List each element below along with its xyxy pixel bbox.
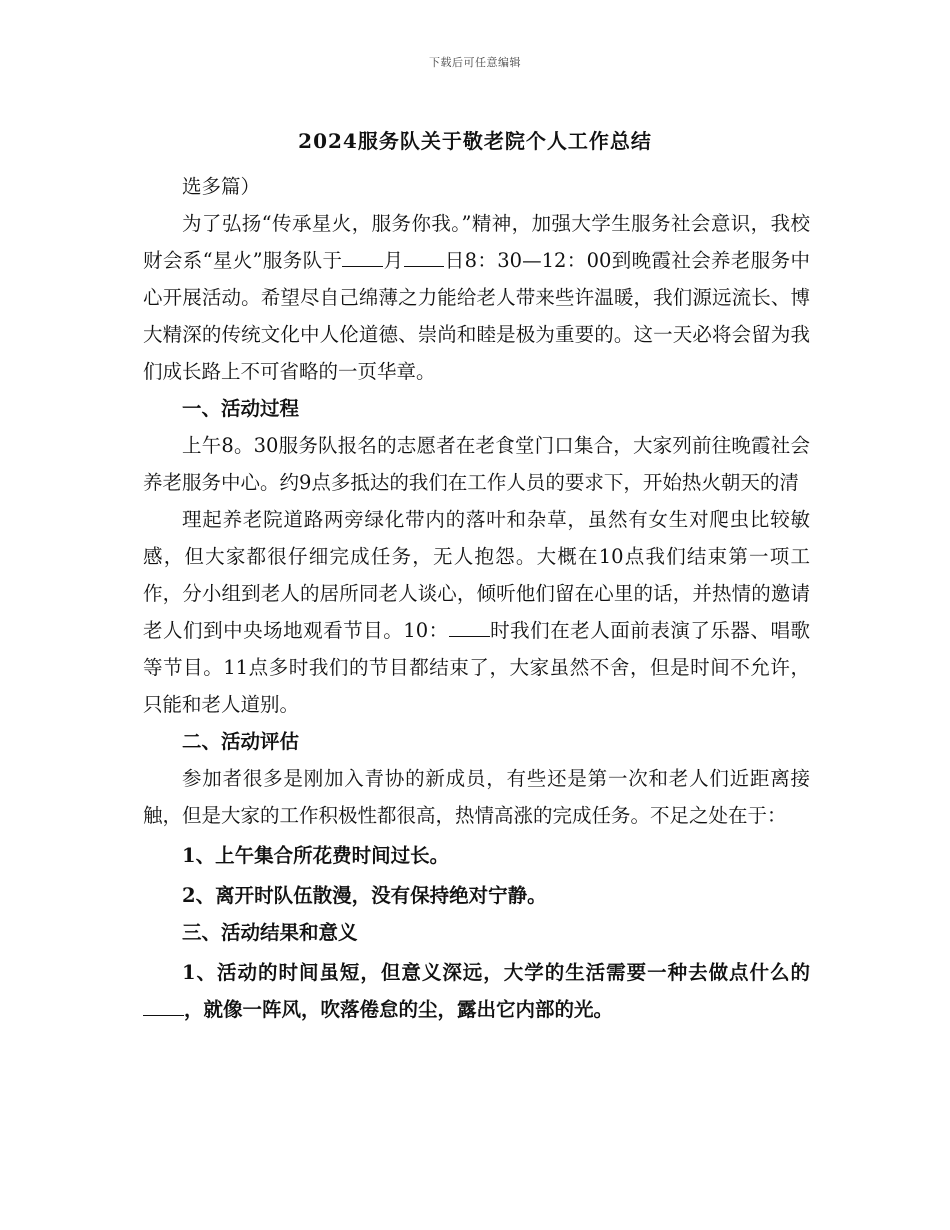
- text-fragment: 选多篇）: [182, 175, 261, 198]
- text-fragment: 月: [383, 249, 404, 272]
- text-fragment: 为了弘扬“传承星火，服务你我。”精神，加强大学生服务社会意识，我校财会系“星火”服务队于: [143, 212, 810, 272]
- paragraph-process-2: [143, 501, 810, 723]
- blank-underline: [404, 247, 445, 267]
- blank-underline: [449, 617, 490, 637]
- paragraph-evaluation: 参加者很多是刚加入青协的新成员，有些还是第一次和老人们近距离接触，但是大家的工作积极性都很高，热情高涨的完成任务。不足之处在于：: [143, 767, 810, 827]
- section-heading-process: 一、活动过程: [182, 397, 300, 420]
- document-title: 2024服务队关于敬老院个人工作总结: [298, 129, 652, 153]
- list-item: 2、离开时队伍散漫，没有保持绝对宁静。: [182, 884, 547, 907]
- text-fragment: 时我们在老人面前表演了乐器、唱歌等节目。11点多时我们的节目都结束了，大家虽然不舍，但是时间不允许，只能和老人道别。: [143, 619, 810, 716]
- section-heading-evaluation: 二、活动评估: [182, 730, 300, 753]
- document-body: [143, 168, 810, 1028]
- section-heading-results: 三、活动结果和意义: [182, 921, 358, 944]
- paragraph-process-1: 上午8。30服务队报名的志愿者在老食堂门口集合，大家列前往晚霞社会养老服务中心。约9点多抵达的我们在工作人员的要求下，开始热火朝天的清: [143, 434, 810, 494]
- list-item: 1、上午集合所花费时间过长。: [182, 844, 450, 867]
- paragraph-subtitle-fragment: [143, 168, 810, 205]
- paragraph-intro: [143, 205, 810, 390]
- text-fragment: 1、活动的时间虽短，但意义深远，大学的生活需要一种去做点什么的: [182, 961, 810, 984]
- blank-underline: [143, 996, 184, 1016]
- text-fragment: ，就像一阵风，吹落倦怠的尘，露出它内部的光。: [183, 998, 613, 1021]
- text-fragment: 日8：30—12：00到晚霞社会养老服务中心开展活动。希望尽自己绵薄之力能给老人带来些许温暖，我们源远流长、博大精深的传统文化中人伦道德、崇尚和睦是极为重要的。这一天必将会留为我们成长路上不可省略的一页华章。: [143, 249, 810, 383]
- text-fragment: 理起养老院道路两旁绿化带内的落叶和杂草，虽然有女生对爬虫比较敏感，但大家都很仔细完成任务，无人抱怨。大概在10点我们结束第一项工作，分小组到老人的居所同老人谈心，倾听他们留在心里的话，并热情的邀请老人们到中央场地观看节目。10：: [143, 508, 810, 642]
- blank-underline: [342, 247, 383, 267]
- page-header: 下载后可任意编辑: [429, 56, 521, 69]
- paragraph-results: [143, 954, 810, 1028]
